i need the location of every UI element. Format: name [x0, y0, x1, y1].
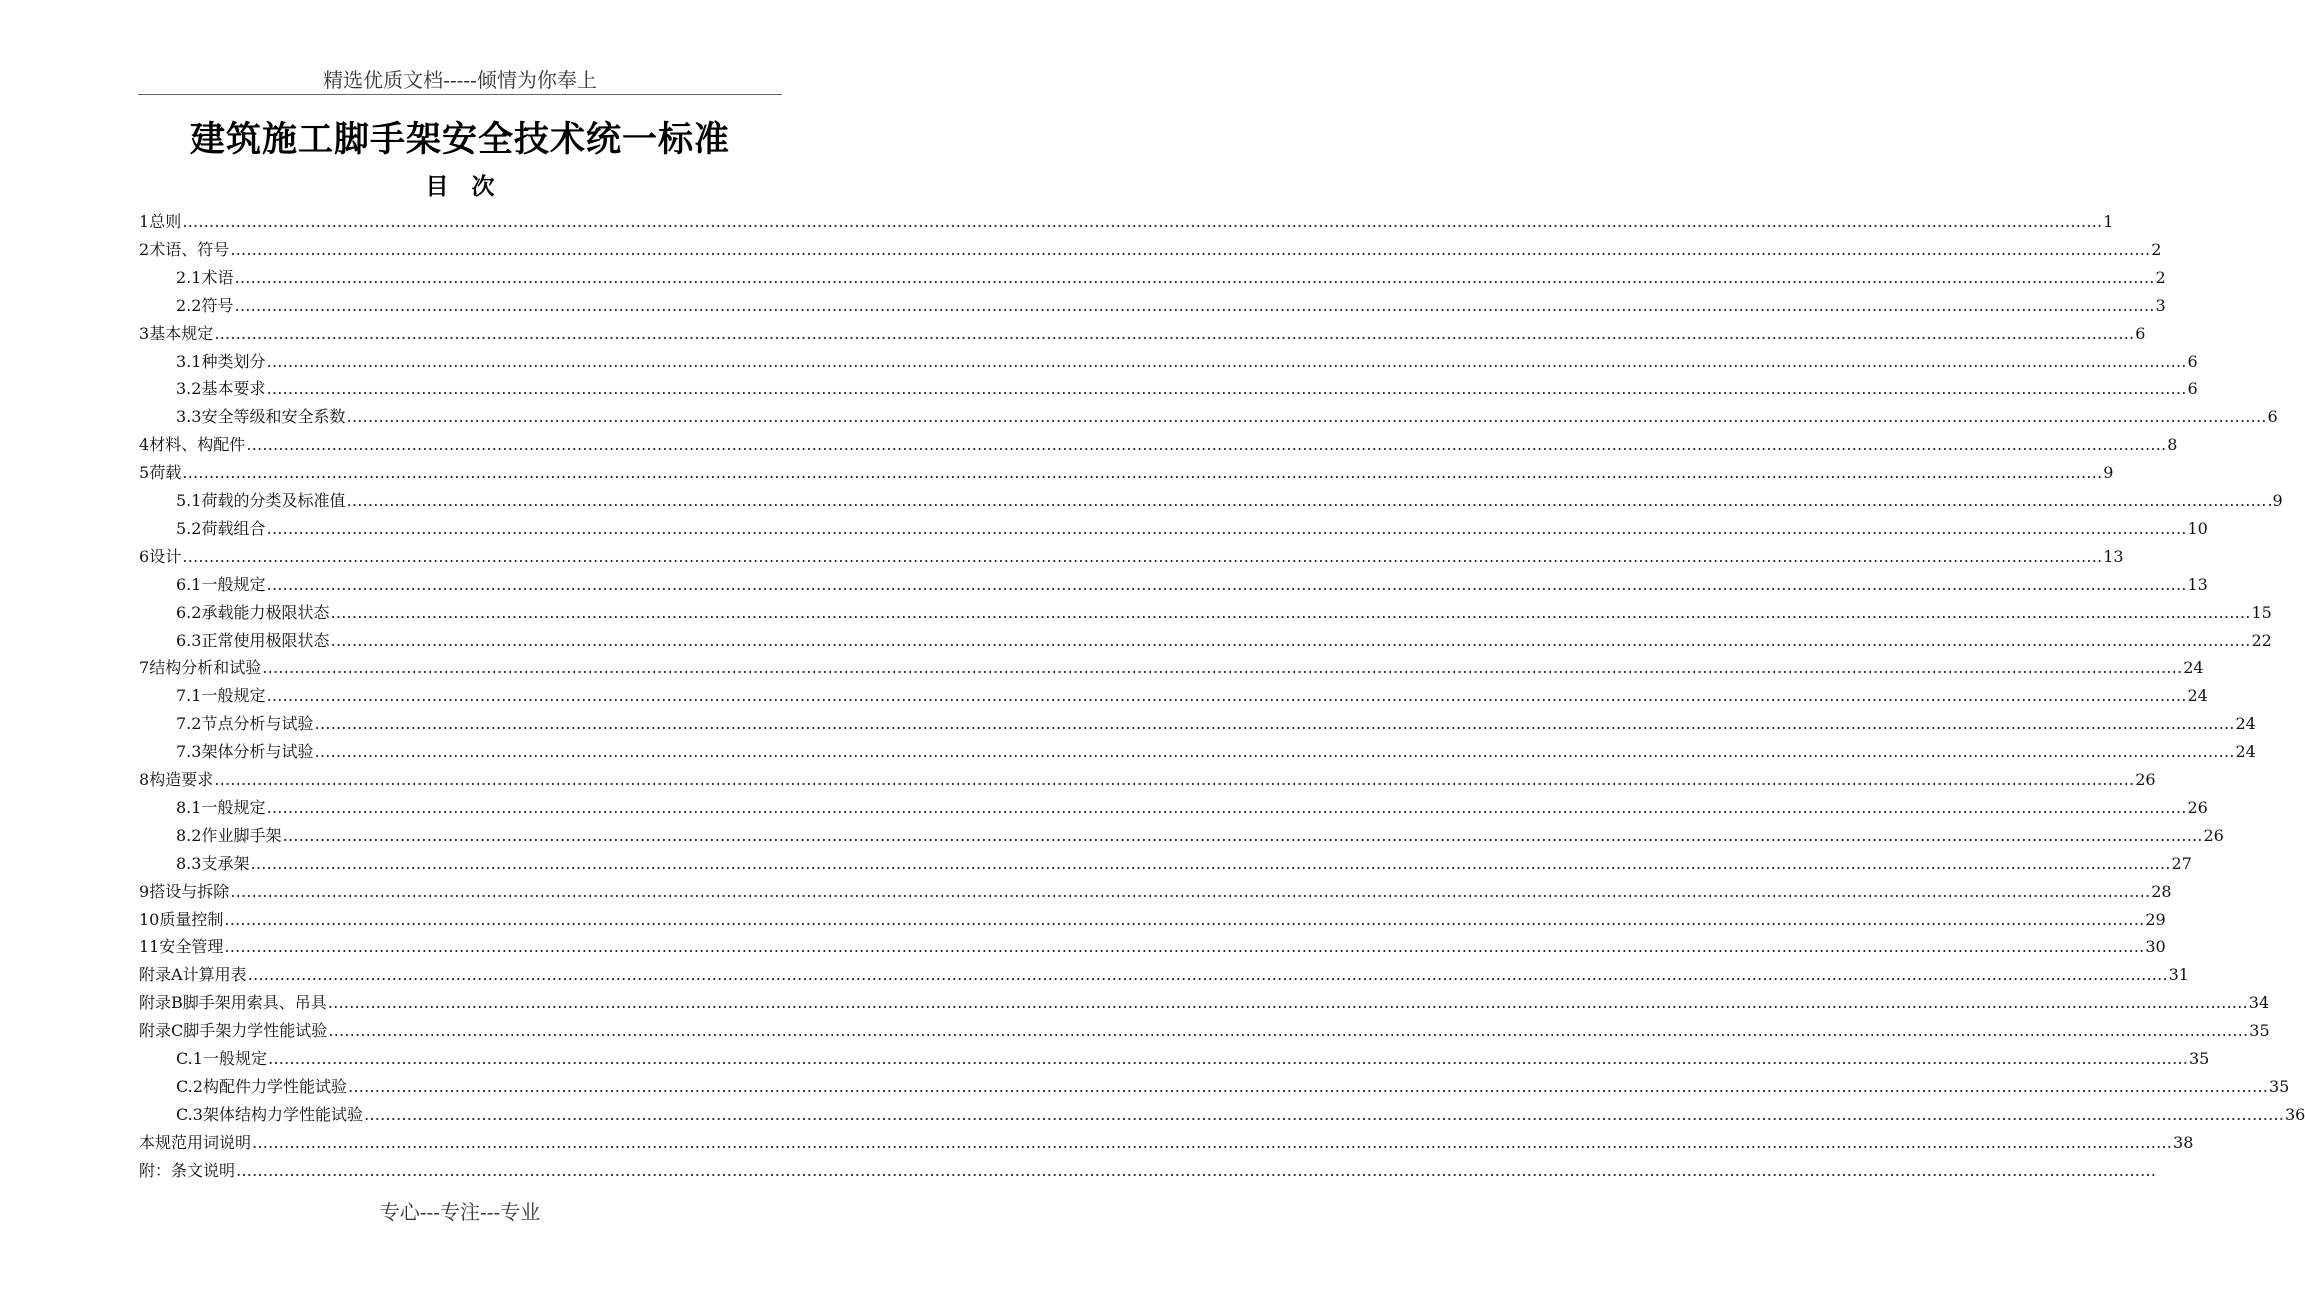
- toc-dot-leader: ………………………………………………………………………………………………………………………………………………………………………………………………………………………………………………………………………………………………………………………………: [230, 239, 2151, 259]
- toc-page-number: 35: [2188, 1049, 2210, 1068]
- toc-entry[interactable]: [176, 516, 2208, 544]
- toc-entry[interactable]: [139, 209, 2114, 237]
- toc-entry-number: 8.1: [176, 797, 202, 817]
- toc-page-number: 2: [2155, 267, 2166, 287]
- toc-entry[interactable]: [139, 1018, 2270, 1046]
- toc-entry[interactable]: [176, 851, 2192, 879]
- toc-entry-number: 附录A: [139, 965, 183, 985]
- toc-dot-leader: ………………………………………………………………………………………………………………………………………………………………………………………………………………………………………………………………………………………………………………………………: [252, 1132, 2173, 1152]
- toc-page-number: 26: [2203, 825, 2224, 845]
- toc-entry-number: 3.3: [176, 407, 202, 427]
- toc-dot-leader: ………………………………………………………………………………………………………………………………………………………………………………………………………………………………………………………………………………………………………………………………: [314, 714, 2235, 734]
- toc-entry-number: 3: [139, 323, 150, 343]
- toc-entry[interactable]: [139, 962, 2189, 990]
- toc-entry-label: 基本要求: [201, 379, 266, 399]
- toc-entry[interactable]: [176, 739, 2256, 767]
- toc-entry[interactable]: [139, 321, 2146, 349]
- toc-entry-label: 承载能力极限状态: [201, 602, 330, 622]
- toc-page-number: 24: [2235, 742, 2256, 762]
- toc-entry-label: 作业脚手架: [201, 825, 282, 845]
- toc-dot-leader: ………………………………………………………………………………………………………………………………………………………………………………………………………………………………………………………………………………………………………………………………: [266, 379, 2187, 399]
- toc-entry[interactable]: [139, 990, 2270, 1018]
- toc-page-number: 2: [2151, 239, 2162, 259]
- toc-dot-leader: ………………………………………………………………………………………………………………………………………………………………………………………………………………………………………………………………………………………………………………………………: [266, 797, 2187, 817]
- toc-entry-number: 7.3: [176, 742, 202, 762]
- toc-entry-label: 荷载组合: [201, 518, 266, 538]
- toc-dot-leader: ………………………………………………………………………………………………………………………………………………………………………………………………………………………………………………………………………………………………………………………………: [363, 1104, 2284, 1124]
- toc-dot-leader: ………………………………………………………………………………………………………………………………………………………………………………………………………………………………………………………………………………………………………………………………: [246, 435, 2167, 455]
- toc-entry-label: 节点分析与试验: [201, 714, 314, 734]
- page-footer: 专心---专注---专业: [379, 1200, 541, 1224]
- toc-page-number: 29: [2145, 909, 2166, 929]
- toc-dot-leader: ………………………………………………………………………………………………………………………………………………………………………………………………………………………………………………………………………………………………………………………………: [234, 267, 2155, 287]
- toc-page-number: 6: [2187, 351, 2198, 371]
- toc-entry-number: 6.2: [176, 602, 202, 622]
- toc-entry-number: 2: [139, 239, 150, 259]
- toc-entry[interactable]: [139, 767, 2156, 795]
- toc-entry-label: 结构分析和试验: [149, 658, 262, 678]
- toc-entry-number: 8: [139, 770, 150, 789]
- toc-entry[interactable]: [139, 655, 2204, 683]
- toc-page-number: 10: [2187, 518, 2208, 538]
- toc-entry-label: 脚手架力学性能试验: [183, 1021, 328, 1041]
- toc-entry-number: 附录C: [139, 1021, 184, 1041]
- toc-entry-number: 5: [139, 463, 150, 483]
- toc-page-number: 24: [2187, 686, 2208, 706]
- toc-entry[interactable]: [139, 460, 2114, 488]
- toc-entry-label: 基本规定: [149, 323, 214, 343]
- toc-entry-number: 2.2: [176, 295, 202, 315]
- toc-entry[interactable]: [176, 349, 2198, 377]
- toc-entry[interactable]: [176, 683, 2208, 711]
- toc-entry-number: C.1: [176, 1049, 203, 1068]
- toc-page-number: 35: [2268, 1076, 2290, 1096]
- toc-entry-label: 一般规定: [201, 574, 266, 594]
- toc-dot-leader: ………………………………………………………………………………………………………………………………………………………………………………………………………………………………………………………………………………………………………………………………: [346, 491, 2267, 510]
- toc-page-number: 31: [2168, 965, 2189, 985]
- toc-entry[interactable]: [176, 488, 2283, 516]
- toc-page-number: 28: [2151, 881, 2172, 901]
- toc-page-number: 38: [2173, 1132, 2194, 1152]
- toc-entry-label: 脚手架用索具、吊具: [182, 993, 327, 1013]
- toc-dot-leader: ………………………………………………………………………………………………………………………………………………………………………………………………………………………………………………………………………………………………………………………………: [266, 518, 2187, 538]
- toc-entry-label: 本规范用词说明: [139, 1132, 252, 1152]
- toc-dot-leader: ………………………………………………………………………………………………………………………………………………………………………………………………………………………………………………………………………………………………………………………………: [224, 909, 2145, 929]
- toc-dot-leader: ………………………………………………………………………………………………………………………………………………………………………………………………………………………………………………………………………………………………………………………………: [182, 212, 2103, 231]
- toc-entry-label: 材料、构配件: [149, 435, 246, 455]
- toc-entry[interactable]: [176, 293, 2166, 321]
- toc-entry[interactable]: [139, 1158, 2157, 1186]
- toc-page-number: 1: [2103, 212, 2114, 231]
- toc-page-number: 24: [2183, 658, 2204, 678]
- toc-page-number: 8: [2167, 435, 2178, 455]
- toc-entry[interactable]: [176, 795, 2208, 823]
- toc-dot-leader: ………………………………………………………………………………………………………………………………………………………………………………………………………………………………………………………………………………………………………………………………: [214, 770, 2135, 789]
- toc-entry-label: 种类划分: [201, 351, 266, 371]
- toc-entry-number: 3.2: [176, 379, 202, 399]
- toc-entry-number: 1: [139, 212, 150, 231]
- toc-entry-label: 架体分析与试验: [201, 742, 314, 762]
- toc-page-number: 6: [2135, 323, 2146, 343]
- toc-entry-number: 6.1: [176, 574, 202, 594]
- toc-entry-label: 正常使用极限状态: [201, 630, 330, 650]
- toc-page-number: 35: [2249, 1021, 2270, 1041]
- header-rule: [138, 94, 782, 95]
- toc-entry-label: 荷载的分类及标准值: [201, 491, 346, 510]
- toc-entry-label: 术语: [201, 267, 234, 287]
- toc-entry-label: 设计: [149, 546, 182, 566]
- toc-entry[interactable]: [139, 879, 2172, 907]
- toc-entry[interactable]: [139, 544, 2124, 572]
- toc-entry-number: C.2: [176, 1076, 203, 1096]
- toc-dot-leader: ………………………………………………………………………………………………………………………………………………………………………………………………………………………………………………………………………………………………………………………………: [266, 686, 2187, 706]
- toc-entry-label: 一般规定: [201, 797, 266, 817]
- toc-entry[interactable]: [176, 572, 2208, 600]
- toc-entry-label: 计算用表: [182, 965, 247, 985]
- toc-entry-number: 9: [139, 881, 150, 901]
- toc-dot-leader: ………………………………………………………………………………………………………………………………………………………………………………………………………………………………………………………………………………………………………………………………: [347, 1076, 2268, 1096]
- toc-dot-leader: ………………………………………………………………………………………………………………………………………………………………………………………………………………………………………………………………………………………………………………………………: [266, 351, 2187, 371]
- toc-page-number: 3: [2155, 295, 2166, 315]
- toc-page-number: 22: [2251, 630, 2272, 650]
- toc-entry[interactable]: [176, 404, 2278, 432]
- toc-entry-number: 4: [139, 435, 150, 455]
- toc-page-number: 34: [2248, 993, 2270, 1013]
- toc-entry-label: 安全管理: [159, 937, 224, 957]
- toc-entry-number: 11: [139, 937, 160, 957]
- toc-entry-number: 3.1: [176, 351, 202, 371]
- toc-entry-label: 总则: [149, 212, 182, 231]
- toc-entry-number: 7: [139, 658, 150, 678]
- toc-dot-leader: ………………………………………………………………………………………………………………………………………………………………………………………………………………………………………………………………………………………………………………………………: [267, 1049, 2188, 1068]
- toc-dot-leader: ………………………………………………………………………………………………………………………………………………………………………………………………………………………………………………………………………………………………………………………………: [266, 574, 2187, 594]
- toc-page-number: 6: [2187, 379, 2198, 399]
- toc-entry-label: 安全等级和安全系数: [201, 407, 346, 427]
- toc-page-number: 6: [2267, 407, 2278, 427]
- toc-page-number: 13: [2187, 574, 2208, 594]
- toc-entry-label: 一般规定: [202, 1049, 267, 1068]
- toc-entry-label: 构配件力学性能试验: [202, 1076, 347, 1096]
- toc-dot-leader: ………………………………………………………………………………………………………………………………………………………………………………………………………………………………………………………………………………………………………………………………: [346, 407, 2267, 427]
- toc-dot-leader: ………………………………………………………………………………………………………………………………………………………………………………………………………………………………………………………………………………………………………………………………: [330, 630, 2251, 650]
- toc-entry-label: 支承架: [201, 853, 250, 873]
- toc-entry-label: 荷载: [149, 463, 182, 483]
- toc-entry-number: 7.1: [176, 686, 202, 706]
- toc-entry-number: 10: [139, 909, 160, 929]
- toc-dot-leader: ………………………………………………………………………………………………………………………………………………………………………………………………………………………………………………………………………………………………………………………………: [328, 1021, 2249, 1041]
- toc-entry-label: 架体结构力学性能试验: [202, 1104, 363, 1124]
- toc-dot-leader: ………………………………………………………………………………………………………………………………………………………………………………………………………………………………………………………………………………………………………………………………: [330, 602, 2251, 622]
- toc-dot-leader: ………………………………………………………………………………………………………………………………………………………………………………………………………………………………………………………………………………………………………………………………: [230, 881, 2151, 901]
- toc-dot-leader: ………………………………………………………………………………………………………………………………………………………………………………………………………………………………………………………………………………………………………………………………: [282, 825, 2203, 845]
- toc-entry[interactable]: [139, 237, 2162, 265]
- toc-dot-leader: ………………………………………………………………………………………………………………………………………………………………………………………………………………………………………………………………………………………………………………………………: [214, 323, 2135, 343]
- toc-dot-leader: ………………………………………………………………………………………………………………………………………………………………………………………………………………………………………………………………………………………………………………………………: [247, 965, 2168, 985]
- toc-entry[interactable]: [176, 1102, 2305, 1130]
- toc-page-number: 30: [2145, 937, 2166, 957]
- toc-entry-number: 附录B: [139, 993, 183, 1013]
- toc-dot-leader: ………………………………………………………………………………………………………………………………………………………………………………………………………………………………………………………………………………………………………………………………: [224, 937, 2145, 957]
- toc-entry[interactable]: [176, 1074, 2290, 1102]
- toc-entry[interactable]: [139, 934, 2166, 962]
- toc-entry[interactable]: [176, 265, 2166, 293]
- toc-dot-leader: ………………………………………………………………………………………………………………………………………………………………………………………………………………………………………………………………………………………………………………………………: [182, 546, 2103, 566]
- toc-entry-number: 8.2: [176, 825, 202, 845]
- toc-dot-leader: ………………………………………………………………………………………………………………………………………………………………………………………………………………………………………………………………………………………………………………………………: [314, 742, 2235, 762]
- toc-page-number: .9: [2267, 491, 2283, 510]
- toc-entry[interactable]: [176, 1046, 2210, 1074]
- toc-entry-label: 构造要求: [149, 770, 214, 789]
- page-header: 精选优质文档-----倾情为你奉上: [323, 68, 597, 92]
- toc-dot-leader: ………………………………………………………………………………………………………………………………………………………………………………………………………………………………………………………………………………………………………………………………: [182, 463, 2103, 483]
- toc-entry[interactable]: [176, 711, 2256, 739]
- toc-entry-number: 5.1: [176, 491, 202, 510]
- toc-entry-number: 8.3: [176, 853, 202, 873]
- toc-page-number: 9: [2103, 463, 2114, 483]
- toc-entry-number: C.3: [176, 1104, 203, 1124]
- toc-entry-label: 质量控制: [159, 909, 224, 929]
- toc-page-number: 15: [2251, 602, 2272, 622]
- toc-title: 目 次: [425, 173, 495, 200]
- toc-page-number: 24: [2235, 714, 2256, 734]
- toc-entry-label: 一般规定: [201, 686, 266, 706]
- toc-entry-number: 7.2: [176, 714, 202, 734]
- toc-entry-number: 6: [139, 546, 150, 566]
- toc-entry[interactable]: [139, 1130, 2194, 1158]
- toc-entry[interactable]: [176, 376, 2198, 404]
- toc-entry[interactable]: [176, 600, 2272, 628]
- toc-entry[interactable]: [176, 628, 2272, 656]
- toc-page-number: 13: [2103, 546, 2124, 566]
- toc-entry-label: 符号: [201, 295, 234, 315]
- toc-entry-number: 6.3: [176, 630, 202, 650]
- toc-entry-label: 术语、符号: [149, 239, 230, 259]
- toc-entry-number: 2.1: [176, 267, 202, 287]
- toc-entry-label: 附：条文说明: [139, 1160, 236, 1180]
- toc-entry[interactable]: [176, 823, 2224, 851]
- toc-entry[interactable]: [139, 907, 2166, 935]
- toc-dot-leader: ………………………………………………………………………………………………………………………………………………………………………………………………………………………………………………………………………………………………………………………………: [262, 658, 2183, 678]
- toc-page-number: 27: [2171, 853, 2192, 873]
- toc-page-number: 26: [2135, 770, 2156, 789]
- toc-dot-leader: ………………………………………………………………………………………………………………………………………………………………………………………………………………………………………………………………………………………………………………………………: [234, 295, 2155, 315]
- toc-page-number: 36: [2284, 1104, 2305, 1124]
- toc-entry-number: 5.2: [176, 518, 202, 538]
- toc-page-number: 26: [2187, 797, 2208, 817]
- toc-entry[interactable]: [139, 432, 2178, 460]
- toc-dot-leader: ………………………………………………………………………………………………………………………………………………………………………………………………………………………………………………………………………………………………………………………………: [250, 853, 2171, 873]
- toc-dot-leader: ………………………………………………………………………………………………………………………………………………………………………………………………………………………………………………………………………………………………………………………………: [236, 1160, 2157, 1180]
- document-title: 建筑施工脚手架安全技术统一标准: [189, 119, 730, 160]
- toc-entry-label: 搭设与拆除: [149, 881, 230, 901]
- toc-dot-leader: ………………………………………………………………………………………………………………………………………………………………………………………………………………………………………………………………………………………………………………………………: [327, 993, 2248, 1013]
